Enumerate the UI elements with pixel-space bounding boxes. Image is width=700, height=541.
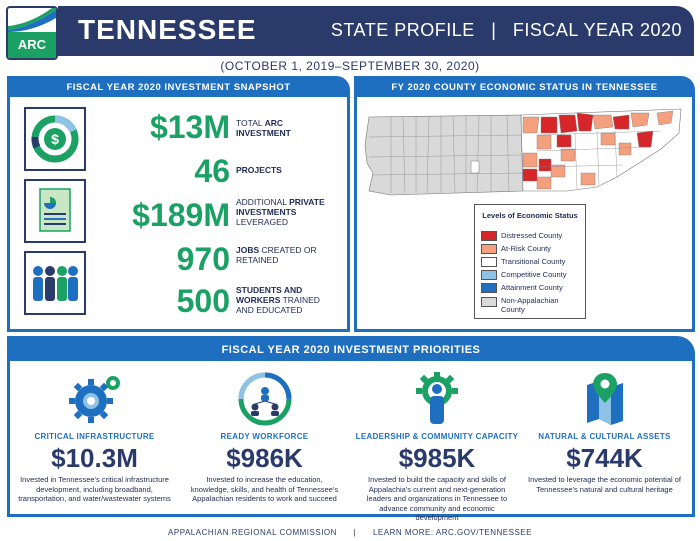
logo-text: ARC [8,32,56,58]
stat-value-jobs: 970 [176,241,230,277]
leader-gear-icon [407,371,467,427]
priority-description: Invested in Tennessee's critical infrastructure development, including broadband, transportation, and water/wastewater systems [18,475,171,503]
svg-text:$: $ [51,131,59,147]
footer-org: APPALACHIAN REGIONAL COMMISSION [168,528,337,537]
page-subtitle: STATE PROFILE | FISCAL YEAR 2020 [330,20,682,40]
priority-ready-workforce [182,371,347,504]
priority-leadership-capacity [352,371,522,523]
stat-label-projects: PROJECTS [236,165,282,175]
people-group-icon [24,251,86,315]
legend-item-attainment: Attainment County [481,283,563,293]
footer-divider: | [353,528,357,537]
priority-description: Invested to build the capacity and skills of Appalachia's current and next-generation leaders and organizations in Tennessee to advance community and economic development [366,475,508,522]
stat-value-arc-investment: $13M [149,109,230,145]
map-heading: FY 2020 COUNTY ECONOMIC STATUS IN TENNESSEE [357,79,692,97]
stat-label-jobs: JOBS CREATED OR RETAINED [236,245,317,265]
gears-icon [65,371,125,427]
priority-amount: $985K [398,443,476,473]
priority-description: Invested to leverage the economic potential of Tennessee's natural and cultural heritage [528,475,682,494]
priority-title: NATURAL & CULTURAL ASSETS [538,432,671,441]
network-people-icon [235,371,295,427]
footer [0,528,700,537]
date-range: (OCTOBER 1, 2019–SEPTEMBER 30, 2020) [220,59,480,73]
legend-item-non-appalachian: Non-Appalachian County [481,296,581,306]
tennessee-county-map [361,103,683,203]
stat-label-students-workers: STUDENTS AND WORKERS TRAINED AND EDUCATED [236,285,320,315]
county-status-map-panel [354,76,695,332]
snapshot-heading: FISCAL YEAR 2020 INVESTMENT SNAPSHOT [10,79,347,97]
arc-logo [6,6,58,60]
priority-amount: $744K [566,443,643,473]
page-title: TENNESSEE [78,14,257,45]
legend-item-transitional: Transitional County [481,257,565,267]
priority-critical-infrastructure [12,371,177,504]
legend-item-at-risk: At-Risk County [481,244,551,254]
priority-title: CRITICAL INFRASTRUCTURE [34,432,155,441]
footer-link[interactable]: LEARN MORE: ARC.GOV/TENNESSEE [372,528,532,537]
priority-description: Invested to increase the education, knowledge, skills, and health of Tennessee's Appalachian residents to work and succeed [190,475,339,503]
logo-swoosh-icon [8,8,56,32]
document-chart-icon [24,179,86,243]
stat-value-students-workers: 500 [176,283,230,319]
investment-snapshot-panel [7,76,350,332]
priority-amount: $10.3M [51,443,138,473]
stat-value-private-investments: $189M [132,197,230,233]
priority-title: LEADERSHIP & COMMUNITY CAPACITY [355,432,519,441]
stat-value-projects: 46 [194,153,230,189]
money-pie-icon [24,107,86,171]
priority-title: READY WORKFORCE [220,432,309,441]
investment-priorities-panel [7,336,695,522]
legend-item-competitive: Competitive County [481,270,566,280]
legend-title: Levels of Economic Status [482,211,578,220]
stat-label-arc-investment: TOTAL ARC INVESTMENT [236,118,291,138]
legend-item-distressed: Distressed County [481,231,562,241]
map-legend [474,204,586,319]
priorities-heading: FISCAL YEAR 2020 INVESTMENT PRIORITIES [10,339,692,361]
stat-label-private-investments: ADDITIONAL PRIVATE INVESTMENTS LEVERAGED [236,197,325,227]
priority-amount: $986K [226,443,303,473]
map-pin-icon [575,371,635,427]
priority-natural-cultural-assets [522,371,687,494]
